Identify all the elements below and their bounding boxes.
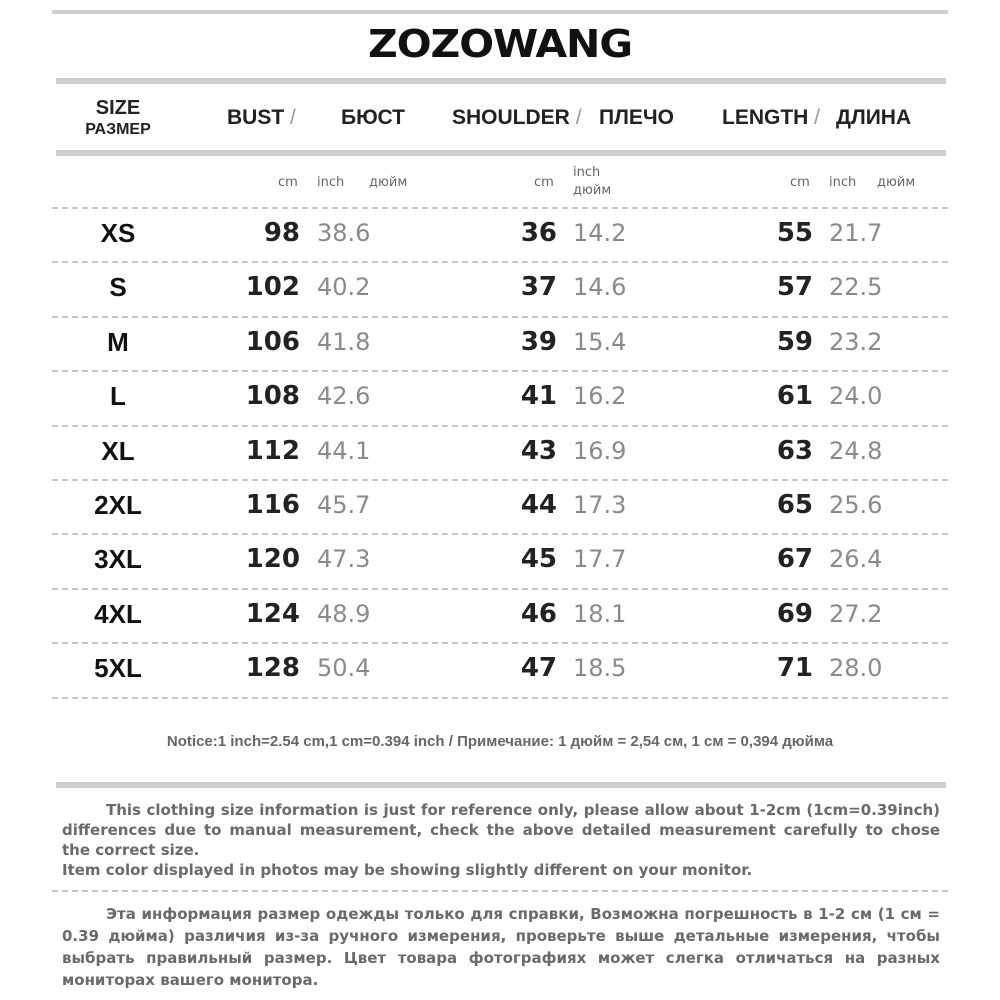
size-cell: XS: [100, 218, 136, 248]
shoulder-cm-cell: 37: [520, 272, 557, 303]
length-header-en: LENGTH: [722, 106, 809, 129]
header-bottom-rule: [56, 150, 946, 156]
size-cell: 5XL: [94, 653, 142, 684]
length-header-slash: /: [814, 106, 821, 129]
length-inch-cell: 24.0: [829, 382, 883, 411]
row-divider: [52, 479, 948, 481]
length-inch-cell: 24.8: [829, 436, 883, 465]
bust-inch-cell: 48.9: [317, 599, 371, 628]
bust-inch-cell: 44.1: [317, 436, 371, 465]
length-inch-cell: 25.6: [829, 491, 883, 519]
shoulder-header: [452, 106, 582, 130]
size-header-en: SIZE: [95, 97, 141, 119]
length-cm-cell: 63: [776, 435, 813, 466]
size-cell: XL: [101, 435, 135, 466]
disclaimer-russian: [62, 903, 940, 991]
row-divider: [52, 207, 948, 209]
size-cell: L: [110, 381, 126, 412]
shoulder-cm-cell: 44: [520, 490, 557, 520]
bust-inch-cell: 47.3: [317, 545, 371, 574]
row-divider: [52, 533, 948, 535]
length-cm-cell: 71: [776, 653, 813, 684]
row-divider: [52, 316, 948, 318]
length-inch-cell: 27.2: [829, 599, 883, 628]
size-cell: M: [107, 326, 129, 357]
shoulder-cm-cell: 43: [520, 435, 557, 466]
shoulder-inch-cell: 14.2: [573, 219, 627, 247]
notice-bottom-rule: [56, 782, 946, 788]
bust-header: [227, 106, 296, 130]
length-unit-cm: cm: [790, 175, 810, 190]
shoulder-cm-cell: 36: [520, 218, 557, 248]
bust-header-ru: БЮСТ: [341, 106, 405, 129]
size-cell: 4XL: [94, 598, 142, 629]
row-divider: [52, 642, 948, 644]
bust-cm-cell: 116: [245, 490, 300, 520]
length-cm-cell: 61: [776, 381, 813, 412]
bust-header-en: BUST: [227, 106, 285, 129]
top-rule: [52, 10, 948, 14]
shoulder-inch-cell: 16.9: [573, 436, 627, 465]
shoulder-inch-cell: 18.1: [573, 599, 627, 628]
length-unit-ru: дюйм: [877, 175, 916, 190]
shoulder-inch-cell: 16.2: [573, 382, 627, 411]
bust-cm-cell: 112: [245, 435, 300, 466]
bust-inch-cell: 50.4: [317, 654, 371, 683]
row-divider: [52, 697, 948, 699]
disclaimer-en-paragraph-1: This clothing size information is just for reference only, please allow about 1-2cm (1cm=0.39inch) differences due to manual measurement, check the above detailed measurement carefully to chose the correct size.: [62, 801, 940, 859]
conversion-notice: Notice:1 inch=2.54 cm,1 cm=0.394 inch / Примечание: 1 дюйм = 2,54 см, 1 см = 0,394 дюйма: [166, 733, 834, 750]
bust-cm-cell: 128: [245, 653, 300, 684]
shoulder-unit-ru: дюйм: [573, 183, 612, 198]
shoulder-unit-cm: cm: [534, 175, 554, 190]
shoulder-cm-cell: 39: [520, 326, 557, 357]
bust-cm-cell: 120: [245, 544, 300, 575]
length-cm-cell: 67: [776, 544, 813, 575]
length-inch-cell: 28.0: [829, 654, 883, 683]
bust-cm-cell: 106: [245, 326, 300, 357]
row-divider: [52, 425, 948, 427]
disclaimer-english: [62, 800, 940, 880]
row-divider: [52, 261, 948, 263]
bust-unit-ru: дюйм: [369, 175, 408, 190]
bust-header-slash: /: [290, 106, 296, 129]
bust-inch-cell: 42.6: [317, 382, 371, 411]
brand-logo-text: ZOZOWANG: [368, 22, 632, 66]
length-unit-inch: inch: [829, 175, 857, 190]
shoulder-cm-cell: 45: [520, 544, 557, 575]
length-inch-cell: 22.5: [829, 273, 883, 302]
length-cm-cell: 55: [776, 218, 813, 248]
length-cm-cell: 59: [776, 326, 813, 357]
bust-cm-cell: 102: [245, 272, 300, 303]
shoulder-cm-cell: 46: [520, 598, 557, 629]
shoulder-header-slash: /: [575, 106, 582, 129]
disclaimer-ru-paragraph: Эта информация размер одежды только для справки, Возможна погрешность в 1-2 см (1 см = 0.39 дюйма) различия из-за ручного измерения, проверьте выше детальные измерения, чтобы выбрать правильный размер. Цвет товара фотографиях может слегка отличаться на разных мониторах вашего монитора.: [62, 905, 940, 989]
bust-cm-cell: 124: [245, 598, 300, 629]
shoulder-header-ru: ПЛЕЧО: [599, 106, 674, 129]
bust-cm-cell: 108: [245, 381, 300, 412]
length-cm-cell: 69: [776, 598, 813, 629]
length-inch-cell: 23.2: [829, 327, 883, 356]
length-header-ru: ДЛИНА: [836, 106, 912, 129]
shoulder-unit-inch: inch: [573, 165, 601, 180]
size-header-ru: РАЗМЕР: [85, 121, 151, 138]
shoulder-header-en: SHOULDER: [452, 106, 570, 129]
bust-inch-cell: 38.6: [317, 219, 371, 247]
shoulder-inch-cell: 15.4: [573, 327, 627, 356]
length-cm-cell: 57: [776, 272, 813, 303]
shoulder-inch-cell: 14.6: [573, 273, 627, 302]
bust-inch-cell: 40.2: [317, 273, 371, 302]
bust-inch-cell: 45.7: [317, 491, 371, 519]
shoulder-cm-cell: 47: [520, 653, 557, 684]
row-divider: [52, 588, 948, 590]
shoulder-inch-cell: 17.7: [573, 545, 627, 574]
size-cell: S: [109, 272, 127, 303]
disclaimer-divider: [52, 890, 948, 892]
header-top-rule: [56, 78, 946, 84]
bust-inch-cell: 41.8: [317, 327, 371, 356]
size-cell: 2XL: [94, 490, 142, 520]
bust-unit-cm: cm: [278, 175, 298, 190]
row-divider: [52, 370, 948, 372]
shoulder-cm-cell: 41: [520, 381, 557, 412]
disclaimer-en-paragraph-2: Item color displayed in photos may be showing slightly different on your monitor.: [62, 861, 753, 879]
length-inch-cell: 21.7: [829, 219, 883, 247]
length-cm-cell: 65: [776, 490, 813, 520]
shoulder-inch-cell: 17.3: [573, 491, 627, 519]
bust-unit-inch: inch: [317, 175, 345, 190]
size-cell: 3XL: [94, 544, 142, 575]
length-inch-cell: 26.4: [829, 545, 883, 574]
shoulder-inch-cell: 18.5: [573, 654, 627, 683]
length-header: [722, 106, 820, 130]
bust-cm-cell: 98: [263, 218, 300, 248]
